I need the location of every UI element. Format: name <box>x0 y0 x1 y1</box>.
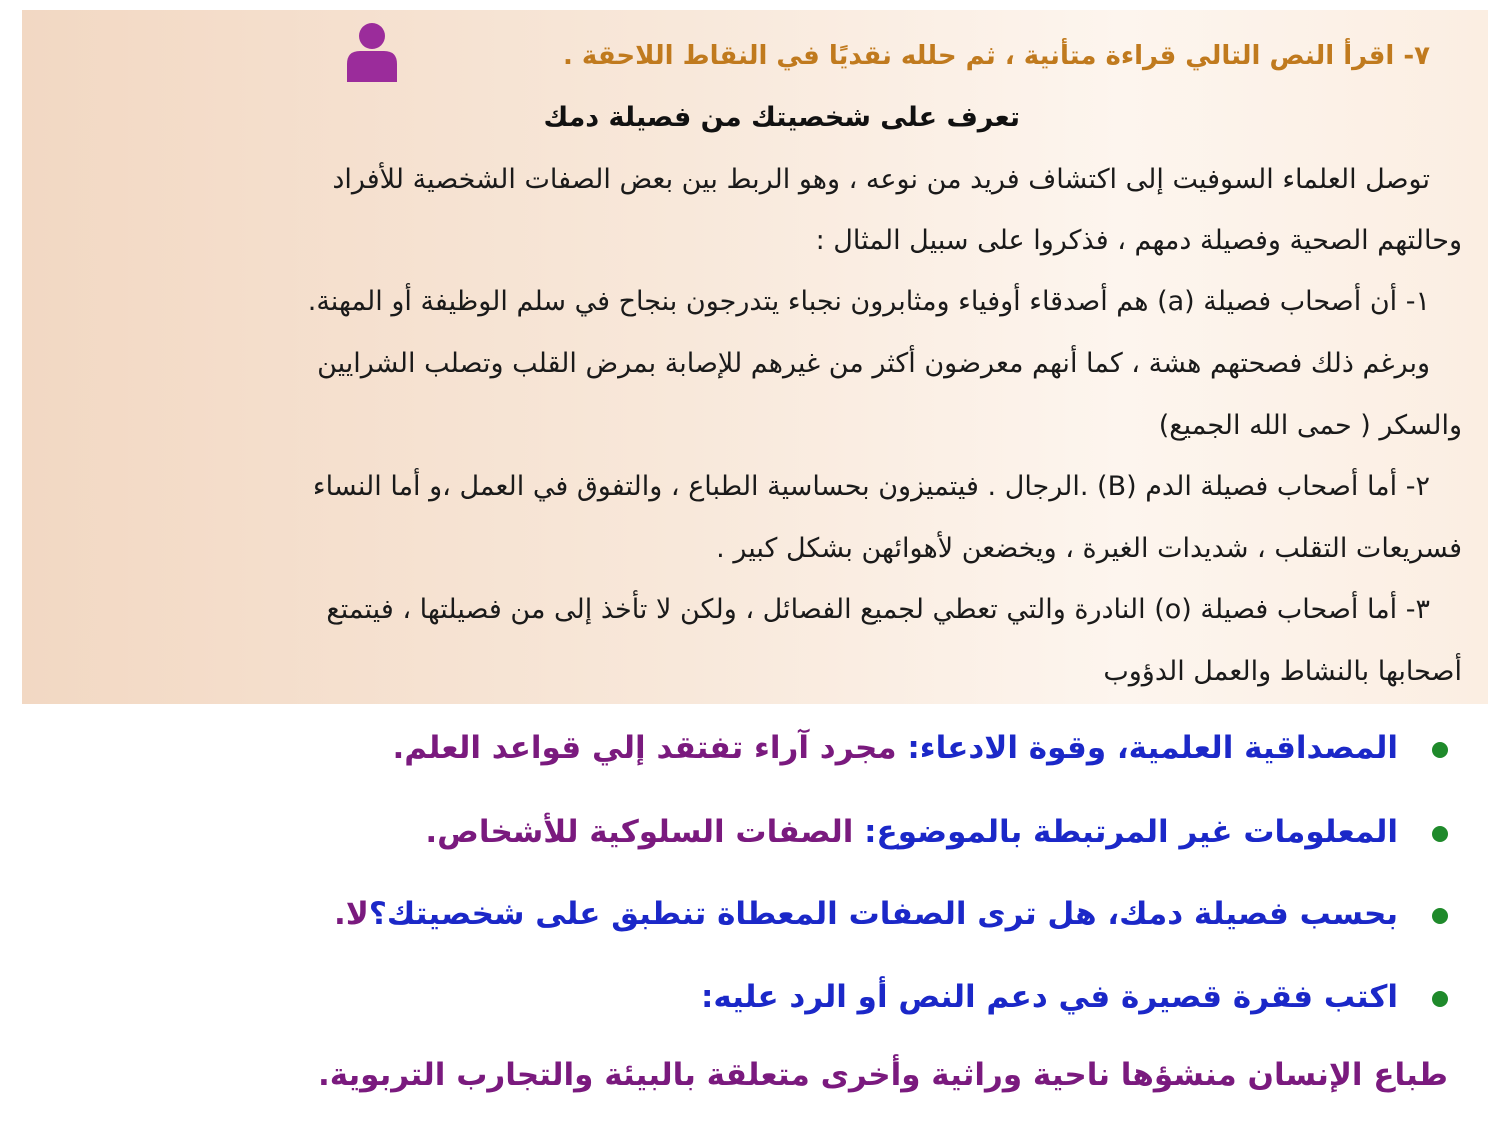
question-label: المصداقية العلمية، وقوة الادعاء: <box>907 730 1398 766</box>
exercise-heading: ٧- اقرأ النص التالي قراءة متأنية ، ثم حلله نقديًا في النقاط اللاحقة . <box>563 41 1430 71</box>
bullet-icon <box>1432 826 1448 842</box>
passage-line: وبرغم ذلك فصحتهم هشة ، كما أنهم معرضون أكثر من غيرهم للإصابة بمرض القلب وتصلب الشرايين <box>317 348 1430 379</box>
answer-text: لا. <box>334 896 369 932</box>
passage-line: فسريعات التقلب ، شديدات الغيرة ، ويخضعن لأهوائهن بشكل كبير . <box>716 533 1462 564</box>
passage-line: ٣- أما أصحاب فصيلة (o) النادرة والتي تعطي لجميع الفصائل ، ولكن لا تأخذ إلى من فصيلتها ، فيتمتع <box>326 594 1430 625</box>
passage-line: والسكر ( حمى الله الجميع) <box>1158 410 1462 441</box>
passage-line: وحالتهم الصحية وفصيلة دمهم ، فذكروا على سبيل المثال : <box>815 225 1462 256</box>
passage-line: توصل العلماء السوفيت إلى اكتشاف فريد من نوعه ، وهو الربط بين بعض الصفات الشخصية للأفراد <box>332 164 1430 195</box>
bullet-icon <box>1432 742 1448 758</box>
passage-line: ٢- أما أصحاب فصيلة الدم (B) .الرجال . فيتميزون بحساسية الطباع ، والتفوق في العمل ،و أما النساء <box>312 471 1430 502</box>
passage-line: ١- أن أصحاب فصيلة (a) هم أصدقاء أوفياء ومثابرون نجباء يتدرجون بنجاح في سلم الوظيفة أو المهنة. <box>307 286 1430 317</box>
question-label: المعلومات غير المرتبطة بالموضوع: <box>864 814 1398 850</box>
answer-item <box>334 892 1448 936</box>
answer-item <box>701 975 1448 1019</box>
answer-text: الصفات السلوكية للأشخاص. <box>425 814 865 850</box>
person-icon <box>344 22 400 82</box>
question-label: اكتب فقرة قصيرة في دعم النص أو الرد عليه: <box>700 979 1398 1015</box>
answer-item <box>425 810 1448 854</box>
passage-title: تعرف على شخصيتك من فصيلة دمك <box>543 102 1020 133</box>
bullet-icon <box>1432 991 1448 1007</box>
bullet-icon <box>1432 908 1448 924</box>
answer-item <box>392 726 1448 770</box>
answer-text: مجرد آراء تفتقد إلي قواعد العلم. <box>392 730 908 766</box>
passage-line: أصحابها بالنشاط والعمل الدؤوب <box>1103 656 1462 687</box>
final-paragraph: طباع الإنسان منشؤها ناحية وراثية وأخرى متعلقة بالبيئة والتجارب التربوية. <box>317 1057 1448 1093</box>
question-label: بحسب فصيلة دمك، هل ترى الصفات المعطاة تنطبق على شخصيتك؟ <box>368 896 1398 932</box>
